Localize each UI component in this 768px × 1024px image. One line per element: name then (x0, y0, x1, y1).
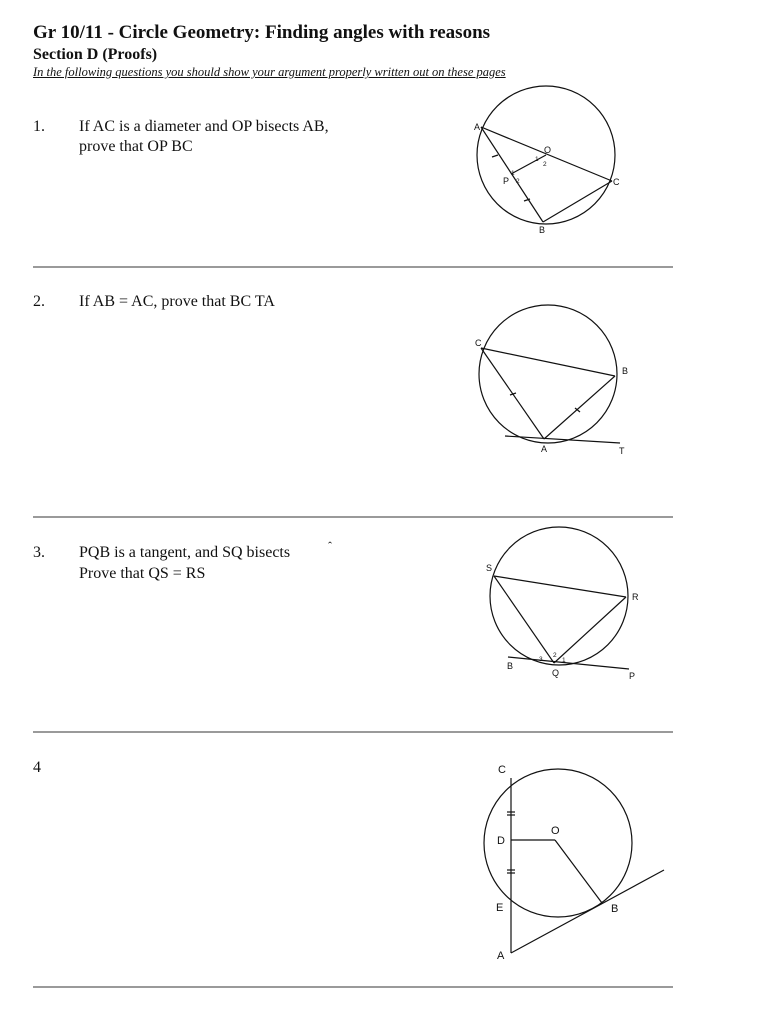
figure-2-label-c: C (475, 338, 482, 348)
figure-3-line-sr (494, 576, 626, 597)
figure-3-angle-1: 1 (562, 657, 566, 664)
figure-1-angle-o1: 1 (535, 156, 539, 163)
instruction-text: In the following questions you should show your argument properly written out on these pages (33, 65, 506, 79)
question-1-line-1: If AC is a diameter and OP bisects AB, (79, 118, 329, 135)
figure-2-line-cb (481, 348, 615, 376)
figure-3-line-sq (494, 576, 554, 663)
figure-2-line-ca (481, 348, 544, 439)
figure-1-label-b: B (539, 225, 546, 235)
figure-3-label-r: R (632, 592, 639, 602)
question-3-line-1: PQB is a tangent, and SQ bisects (79, 544, 291, 561)
figure-4-label-o: O (551, 825, 560, 837)
question-2-line-1: If AB = AC, prove that BC TA (79, 293, 275, 310)
figure-4-line-ab (511, 870, 664, 953)
figure-4-label-b: B (611, 903, 619, 915)
figure-3-circle (490, 527, 628, 665)
question-1-line-2: prove that OP BC (79, 138, 193, 155)
figure-2-label-b: B (622, 366, 629, 376)
figure-4-line-ob (555, 840, 602, 903)
figure-1-label-o: O (544, 145, 552, 155)
question-3-line-2: Prove that QS = RS (79, 565, 206, 582)
figure-4-label-a: A (497, 950, 505, 962)
figure-3-angle-2: 2 (553, 652, 557, 659)
figure-1-label-p: P (503, 176, 510, 186)
figure-3-label-p: P (629, 671, 636, 681)
figure-4-label-c: C (498, 764, 506, 776)
figure-1-label-c: C (613, 177, 620, 187)
figure-3-line-qr (554, 597, 626, 663)
figure-2-label-t: T (619, 446, 625, 456)
angle-hat: ˆ (328, 539, 332, 553)
question-4-number: 4 (33, 759, 41, 776)
figure-1-label-a: A (474, 122, 481, 132)
section-heading: Section D (Proofs) (33, 46, 158, 63)
question-1-number: 1. (33, 118, 45, 135)
page-title: Gr 10/11 - Circle Geometry: Finding angles with reasons (33, 22, 491, 43)
figure-4-label-e: E (496, 902, 504, 914)
question-2-number: 2. (33, 293, 45, 310)
figure-3-label-s: S (486, 563, 493, 573)
figure-1-tick-1 (492, 155, 498, 157)
figure-3-label-b: B (507, 661, 514, 671)
figure-3-label-q: Q (552, 668, 560, 678)
figure-4-circle (484, 769, 632, 917)
figure-4-label-d: D (497, 835, 505, 847)
figure-3-tangent (508, 657, 629, 669)
figure-2-line-ab (544, 376, 615, 439)
figure-1-line-op (511, 155, 546, 174)
question-3-number: 3. (33, 544, 45, 561)
figure-2-label-a: A (541, 444, 548, 454)
figure-1-angle-p2: 2 (516, 178, 520, 185)
figure-1-angle-p1: 1 (511, 170, 515, 177)
figure-1-angle-o2: 2 (543, 161, 547, 168)
figure-3-angle-3: 3 (539, 656, 543, 663)
